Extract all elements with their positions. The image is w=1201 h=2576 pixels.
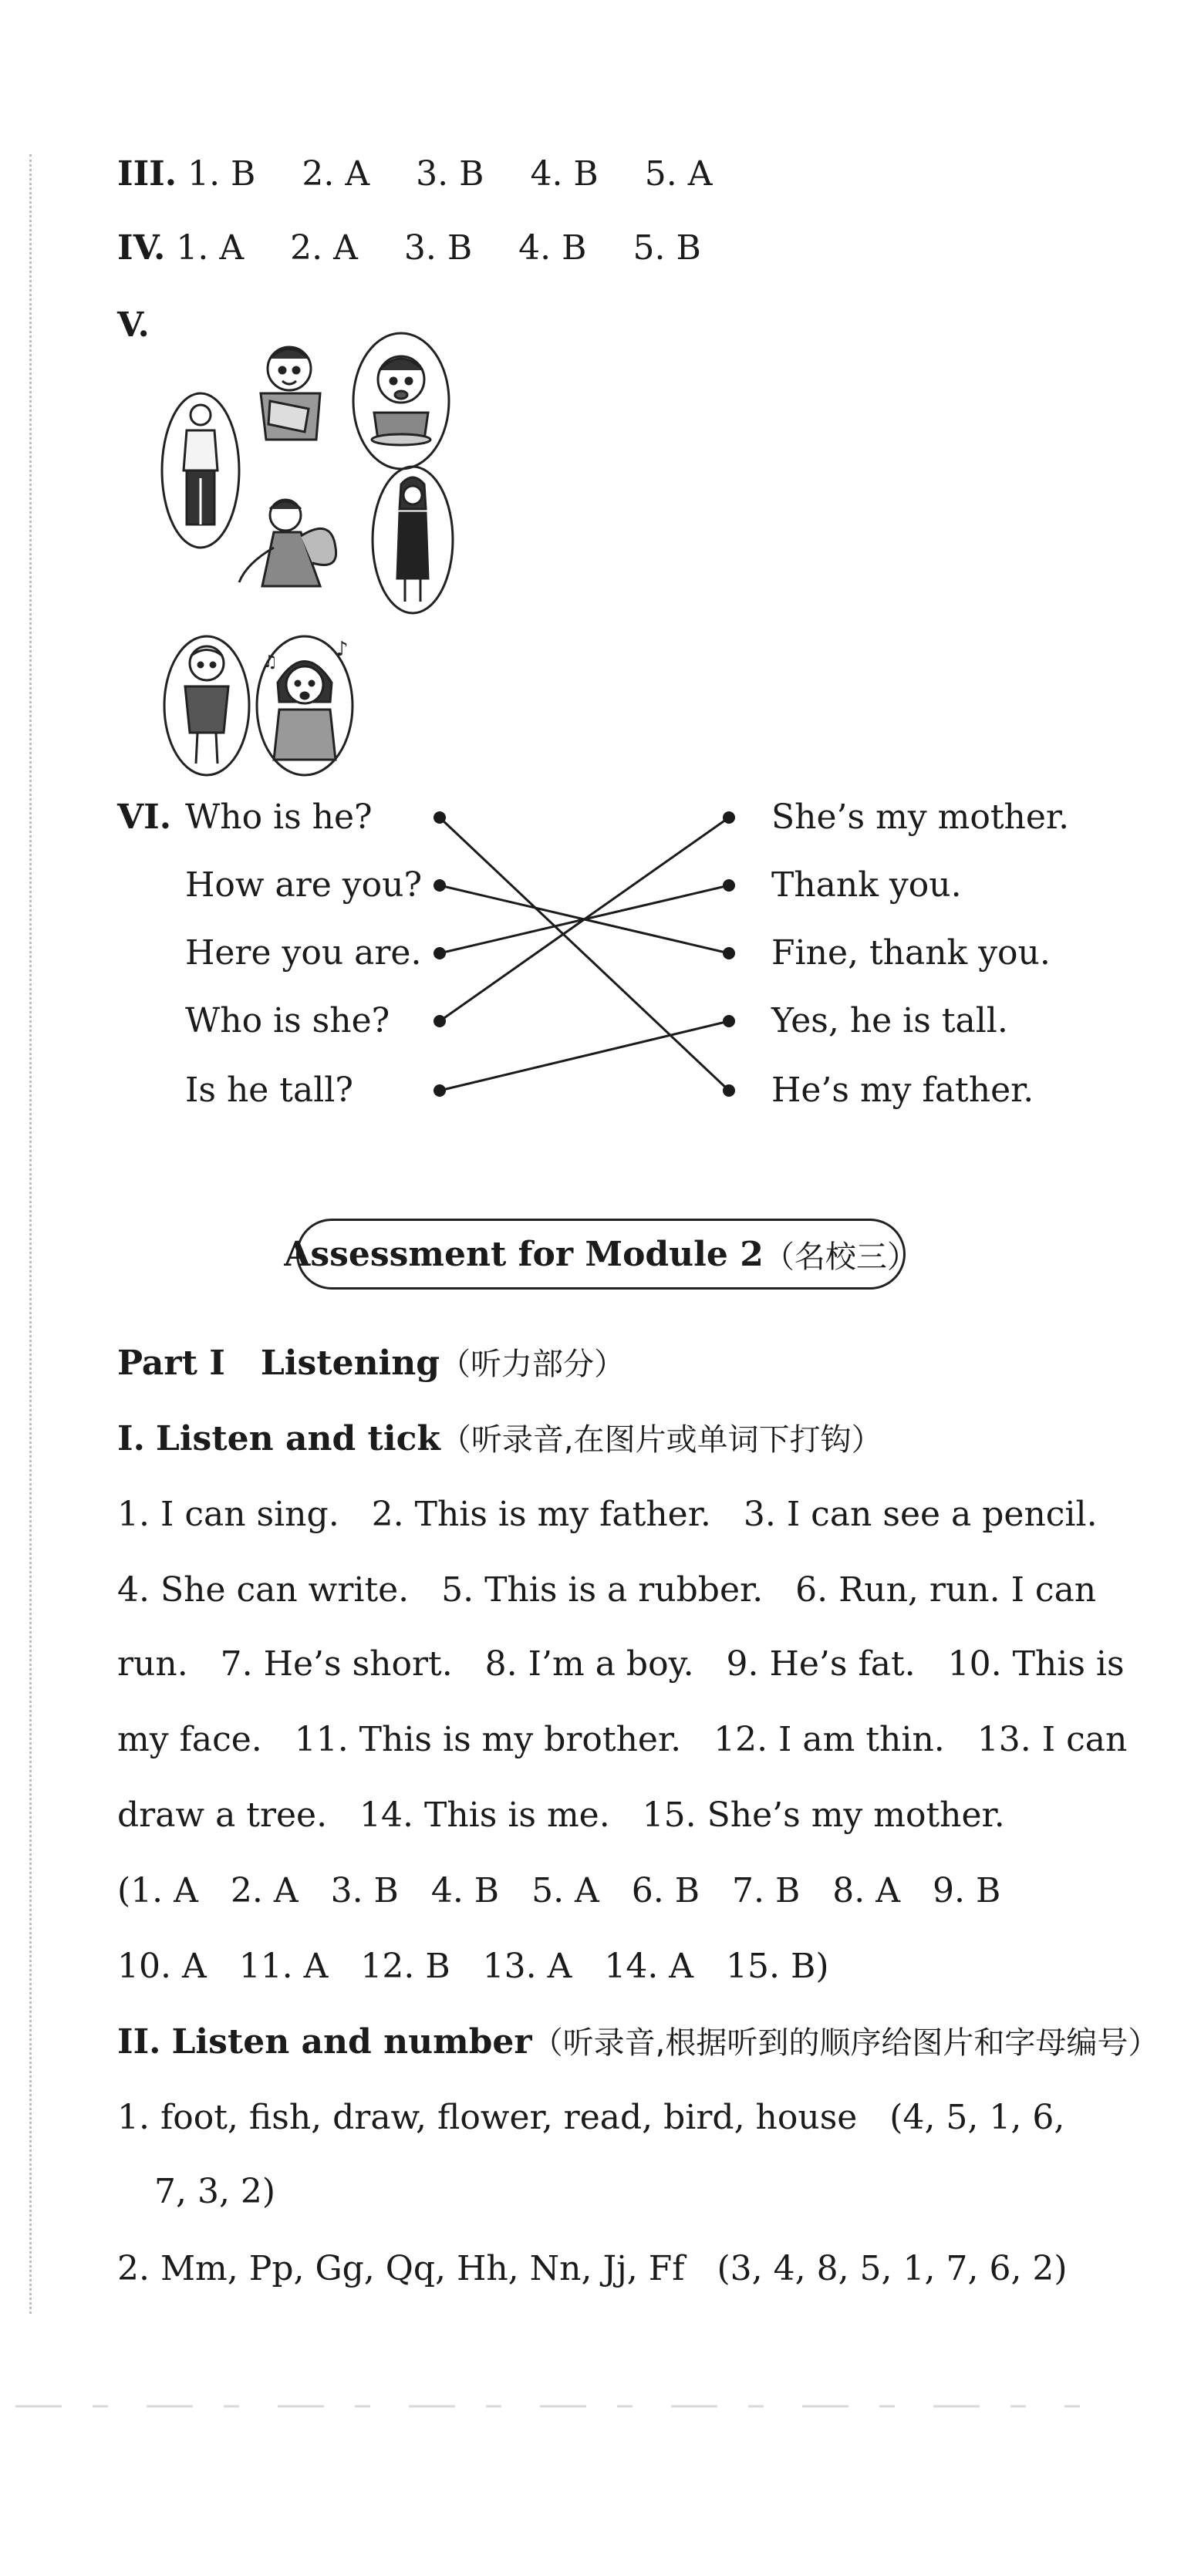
number-line: 1. foot, fish, draw, flower, read, bird, house (4, 5, 1, 6, <box>117 2098 1065 2137</box>
answer-line: (1. A 2. A 3. B 4. B 5. A 6. B 7. B 8. A 9. B <box>117 1871 1001 1910</box>
match-left-item: Is he tall? <box>185 1071 353 1110</box>
answer: 3. B <box>416 154 484 194</box>
number-line-cont: 7, 3, 2) <box>154 2172 276 2211</box>
answer: 5. A <box>644 154 713 194</box>
listen-tick-cn: （听录音,在图片或单词下打钩） <box>440 1422 882 1458</box>
listen-number-label: II. <box>117 2022 161 2062</box>
listen-number-title: Listen and number <box>171 2022 532 2062</box>
part-title: Listening <box>260 1344 440 1383</box>
answer: 4. B <box>518 228 587 268</box>
matching-lines <box>0 0 1201 1157</box>
match-left-item: Here you are. <box>185 933 422 973</box>
answer: 1. A <box>176 228 245 268</box>
listen-tick-title: Listen and tick <box>155 1419 440 1458</box>
section-iv-label: IV. <box>117 228 166 268</box>
answer: 1. B <box>187 154 256 194</box>
part-label: Part I <box>117 1344 225 1383</box>
section-iii-label: III. <box>117 154 177 194</box>
answer: 2. A <box>302 154 370 194</box>
match-right-item: Yes, he is tall. <box>771 1001 1008 1040</box>
scan-artifact-line <box>0 2395 1201 2418</box>
match-right-item: Fine, thank you. <box>771 933 1051 973</box>
number-line: 2. Mm, Pp, Gg, Qq, Hh, Nn, Jj, Ff (3, 4, 8, 5, 1, 7, 6, 2) <box>117 2249 1068 2288</box>
match-right-item: She’s my mother. <box>771 797 1070 837</box>
match-line <box>440 818 729 1091</box>
match-right-item: Thank you. <box>771 865 962 905</box>
section-v-label: V. <box>117 305 150 345</box>
answer: 2. A <box>290 228 358 268</box>
match-right-item: He’s my father. <box>771 1071 1034 1110</box>
transcript-line: run. 7. He’s short. 8. I’m a boy. 9. He’s fat. 10. This is <box>117 1644 1125 1684</box>
assessment-title-box <box>284 1219 918 1290</box>
svg-text:♪: ♪ <box>336 638 349 661</box>
match-line <box>440 818 729 1021</box>
part-title-cn: （听力部分） <box>440 1347 626 1382</box>
listen-number-cn: （听录音,根据听到的顺序给图片和字母编号） <box>531 2025 1159 2061</box>
match-left-item: How are you? <box>185 865 423 905</box>
listen-tick-heading <box>117 1416 882 1463</box>
match-line <box>440 1021 729 1091</box>
assessment-title: Assessment for Module 2 <box>284 1234 764 1274</box>
match-left-item: Who is he? <box>185 797 373 837</box>
transcript-line: my face. 11. This is my brother. 12. I am thin. 13. I can <box>117 1720 1128 1759</box>
assessment-title-cn: （名校三） <box>763 1239 918 1275</box>
svg-text:♫: ♫ <box>262 652 278 672</box>
transcript-line: 4. She can write. 5. This is a rubber. 6. Run, run. I can <box>117 1570 1097 1610</box>
match-left-item: Who is she? <box>185 1001 390 1040</box>
answer-line: 10. A 11. A 12. B 13. A 14. A 15. B) <box>117 1947 829 1986</box>
listen-number-heading <box>117 2019 1159 2066</box>
section-vi-label: VI. <box>117 797 172 837</box>
transcript-line: 1. I can sing. 2. This is my father. 3. I can see a pencil. <box>117 1495 1098 1534</box>
transcript-line: draw a tree. 14. This is me. 15. She’s my mother. <box>117 1795 1005 1835</box>
answer: 3. B <box>403 228 473 268</box>
answer: 4. B <box>530 154 599 194</box>
listen-tick-label: I. <box>117 1419 145 1458</box>
part-heading <box>117 1340 625 1387</box>
answer: 5. B <box>633 228 701 268</box>
